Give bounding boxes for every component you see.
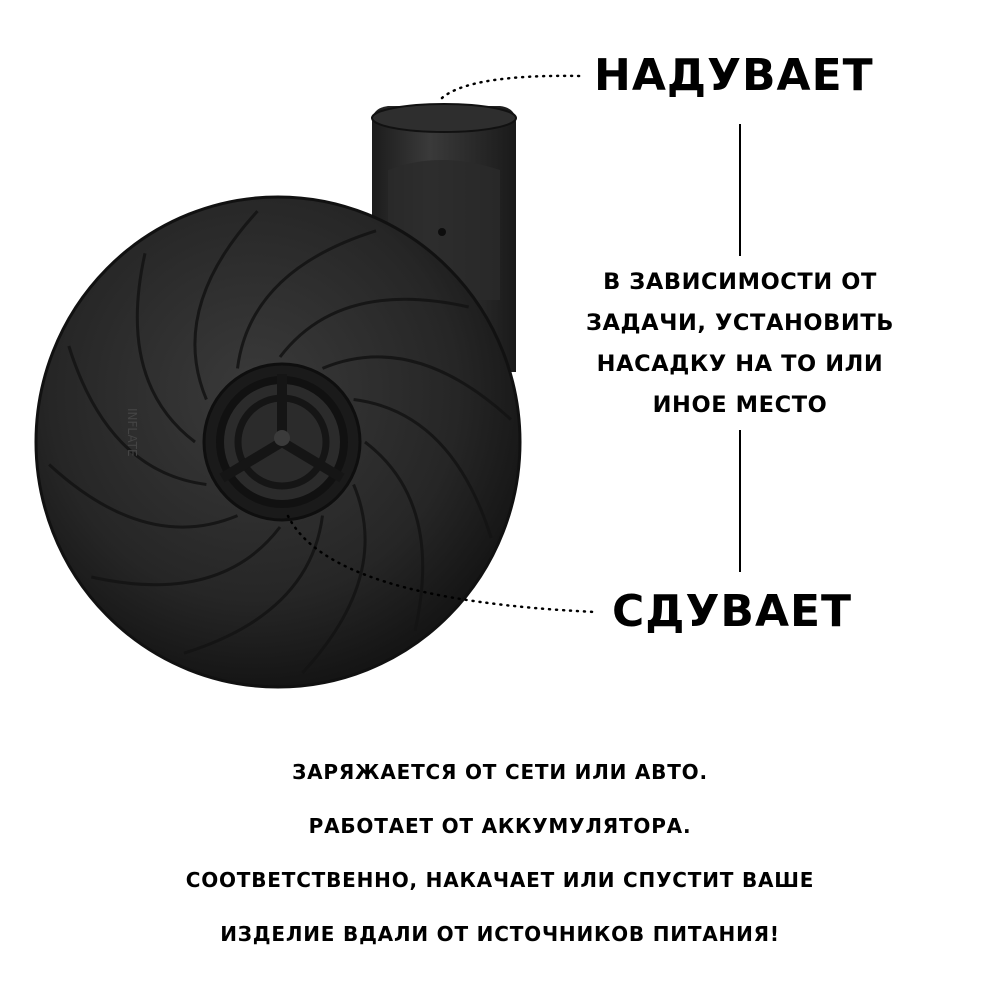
description-line: ИНОЕ МЕСТО: [652, 392, 828, 418]
description-line: ЗАДАЧИ, УСТАНОВИТЬ: [585, 310, 895, 336]
footer-line: ЗАРЯЖАЕТСЯ ОТ СЕТИ ИЛИ АВТО.: [292, 760, 708, 784]
inflate-leader-line: [442, 76, 582, 98]
inflate-label: НАДУВАЕТ: [594, 50, 874, 101]
nozzle-description: [570, 262, 910, 426]
inflate-marking: INFLATE: [125, 408, 139, 457]
footer-line: РАБОТАЕТ ОТ АККУМУЛЯТОРА.: [308, 814, 692, 838]
center-hub: [204, 364, 360, 520]
footer-line: СООТВЕТСТВЕННО, НАКАЧАЕТ ИЛИ СПУСТИТ ВАШЕ: [185, 868, 815, 892]
footer-text: [0, 752, 1000, 968]
deflate-label: СДУВАЕТ: [612, 586, 853, 637]
footer-line: ИЗДЕЛИЕ ВДАЛИ ОТ ИСТОЧНИКОВ ПИТАНИЯ!: [220, 922, 780, 946]
description-line: НАСАДКУ НА ТО ИЛИ: [596, 351, 884, 377]
description-line: В ЗАВИСИМОСТИ ОТ: [603, 269, 877, 295]
